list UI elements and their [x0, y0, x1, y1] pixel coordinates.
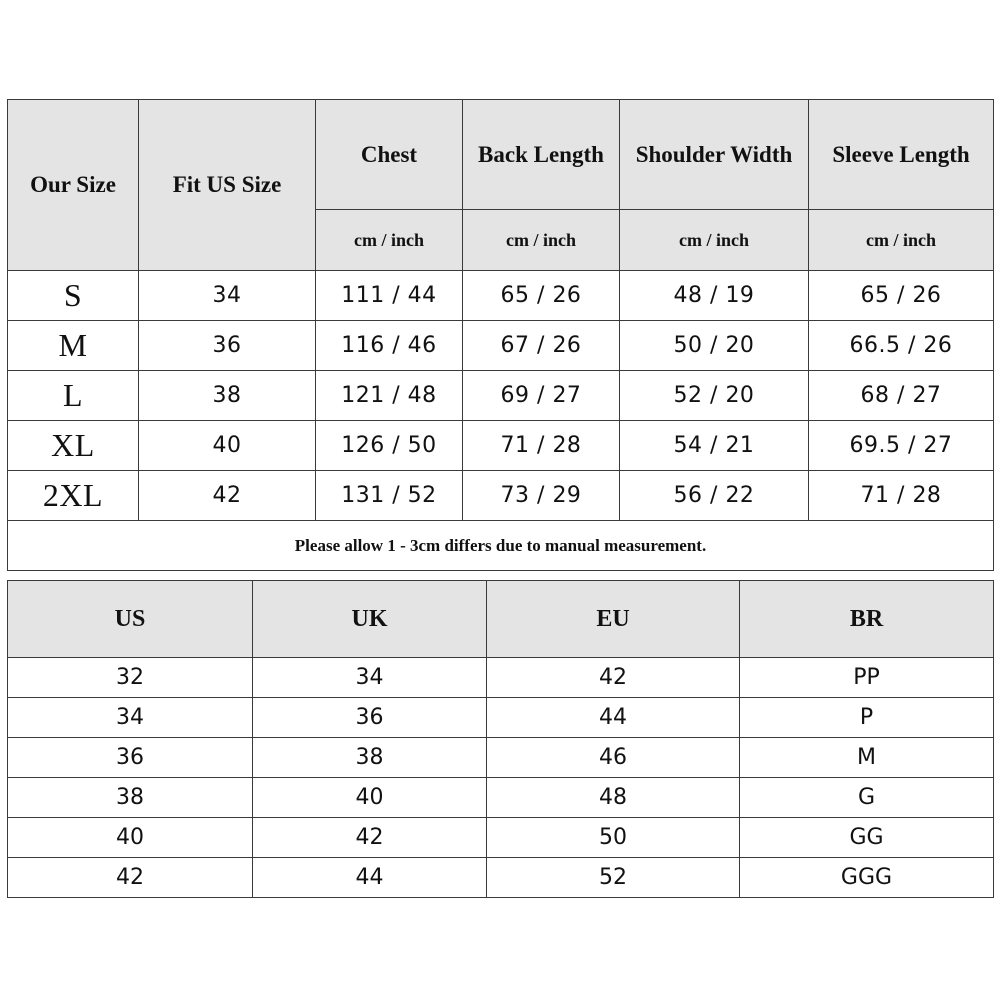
chest-cell: 121 / 48	[316, 371, 463, 421]
header-our-size: Our Size	[8, 100, 139, 271]
br-cell: P	[740, 698, 994, 738]
shoulder-width-cell: 56 / 22	[620, 471, 809, 521]
chest-cell: 131 / 52	[316, 471, 463, 521]
uk-cell: 34	[253, 658, 487, 698]
conversion-row	[8, 658, 994, 698]
back-length-cell: 67 / 26	[463, 321, 620, 371]
unit-sleeve-length: cm / inch	[809, 210, 994, 271]
header-fit-us-size: Fit US Size	[139, 100, 316, 271]
conversion-row	[8, 738, 994, 778]
unit-chest: cm / inch	[316, 210, 463, 271]
size-row	[8, 421, 994, 471]
conversion-row	[8, 858, 994, 898]
shoulder-width-cell: 48 / 19	[620, 271, 809, 321]
chest-cell: 111 / 44	[316, 271, 463, 321]
us-cell: 42	[8, 858, 253, 898]
header-us: US	[8, 581, 253, 658]
size-row	[8, 271, 994, 321]
sleeve-length-cell: 68 / 27	[809, 371, 994, 421]
us-size-cell: 38	[139, 371, 316, 421]
eu-cell: 52	[487, 858, 740, 898]
header-back-length: Back Length	[463, 100, 620, 210]
chest-cell: 126 / 50	[316, 421, 463, 471]
br-cell: M	[740, 738, 994, 778]
br-cell: PP	[740, 658, 994, 698]
uk-cell: 38	[253, 738, 487, 778]
eu-cell: 42	[487, 658, 740, 698]
eu-cell: 48	[487, 778, 740, 818]
uk-cell: 36	[253, 698, 487, 738]
eu-cell: 44	[487, 698, 740, 738]
us-size-cell: 34	[139, 271, 316, 321]
size-conversion-table	[7, 580, 994, 898]
size-cell: M	[8, 321, 139, 371]
size-row	[8, 321, 994, 371]
uk-cell: 44	[253, 858, 487, 898]
br-cell: G	[740, 778, 994, 818]
header-uk: UK	[253, 581, 487, 658]
conversion-row	[8, 818, 994, 858]
us-cell: 40	[8, 818, 253, 858]
us-cell: 38	[8, 778, 253, 818]
size-cell: L	[8, 371, 139, 421]
sleeve-length-cell: 69.5 / 27	[809, 421, 994, 471]
us-size-cell: 36	[139, 321, 316, 371]
size-cell: XL	[8, 421, 139, 471]
unit-back-length: cm / inch	[463, 210, 620, 271]
header-chest: Chest	[316, 100, 463, 210]
conversion-row	[8, 698, 994, 738]
us-cell: 32	[8, 658, 253, 698]
sleeve-length-cell: 65 / 26	[809, 271, 994, 321]
header-br: BR	[740, 581, 994, 658]
size-cell: 2XL	[8, 471, 139, 521]
us-size-cell: 42	[139, 471, 316, 521]
unit-shoulder-width: cm / inch	[620, 210, 809, 271]
uk-cell: 40	[253, 778, 487, 818]
sleeve-length-cell: 66.5 / 26	[809, 321, 994, 371]
size-measurement-table	[7, 99, 994, 571]
measurement-note: Please allow 1 - 3cm differs due to manual measurement.	[8, 521, 994, 571]
sleeve-length-cell: 71 / 28	[809, 471, 994, 521]
back-length-cell: 65 / 26	[463, 271, 620, 321]
back-length-cell: 73 / 29	[463, 471, 620, 521]
uk-cell: 42	[253, 818, 487, 858]
br-cell: GG	[740, 818, 994, 858]
shoulder-width-cell: 54 / 21	[620, 421, 809, 471]
chest-cell: 116 / 46	[316, 321, 463, 371]
conversion-row	[8, 778, 994, 818]
us-size-cell: 40	[139, 421, 316, 471]
br-cell: GGG	[740, 858, 994, 898]
header-sleeve-length: Sleeve Length	[809, 100, 994, 210]
shoulder-width-cell: 52 / 20	[620, 371, 809, 421]
size-row	[8, 371, 994, 421]
back-length-cell: 71 / 28	[463, 421, 620, 471]
header-eu: EU	[487, 581, 740, 658]
us-cell: 36	[8, 738, 253, 778]
size-cell: S	[8, 271, 139, 321]
us-cell: 34	[8, 698, 253, 738]
eu-cell: 50	[487, 818, 740, 858]
shoulder-width-cell: 50 / 20	[620, 321, 809, 371]
size-row	[8, 471, 994, 521]
header-shoulder-width: Shoulder Width	[620, 100, 809, 210]
back-length-cell: 69 / 27	[463, 371, 620, 421]
eu-cell: 46	[487, 738, 740, 778]
